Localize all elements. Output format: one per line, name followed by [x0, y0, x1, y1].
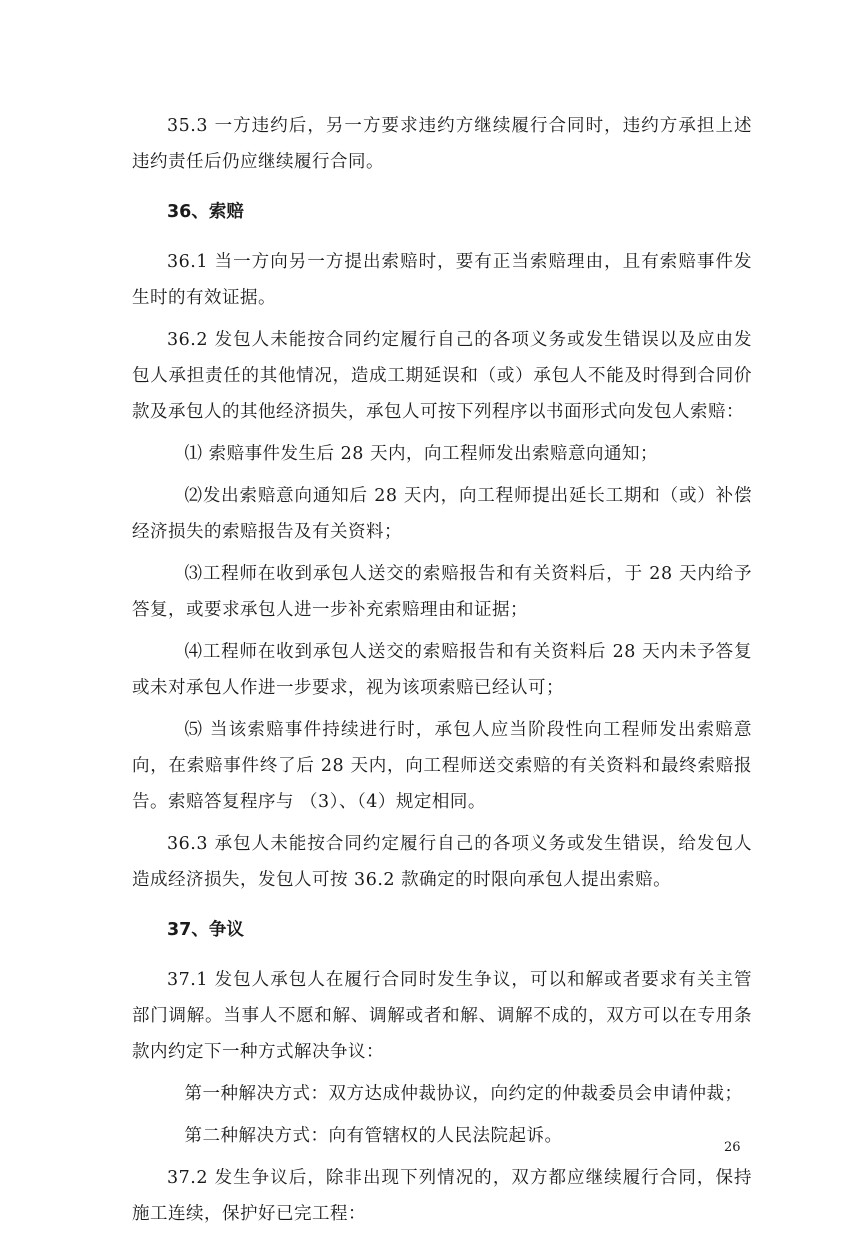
clause-36-1: 36.1 当一方向另一方提出索赔时，要有正当索赔理由，且有索赔事件发生时的有效证据。 — [132, 252, 752, 308]
clause-37-2: 37.2 发生争议后，除非出现下列情况的，双方都应继续履行合同，保持施工连续，保护好已完工程： — [132, 1168, 752, 1224]
clause-35-3: 35.3 一方违约后，另一方要求违约方继续履行合同时，违约方承担上述违约责任后仍应继续履行合同。 — [132, 116, 752, 172]
clause-36-3: 36.3 承包人未能按合同约定履行自己的各项义务或发生错误，给发包人造成经济损失，发包人可按 36.2 款确定的时限向承包人提出索赔。 — [132, 834, 752, 890]
clause-36-2-item-3: ⑶工程师在收到承包人送交的索赔报告和有关资料后，于 28 天内给予答复，或要求承包人进一步补充索赔理由和证据； — [132, 564, 752, 620]
document-body — [132, 108, 752, 1238]
clause-36-2-item-4: ⑷工程师在收到承包人送交的索赔报告和有关资料后 28 天内未予答复或未对承包人作进一步要求，视为该项索赔已经认可； — [132, 642, 752, 698]
section-heading-37: 37、争议 — [167, 920, 244, 940]
section-heading-36: 36、索赔 — [167, 202, 244, 222]
clause-37-1: 37.1 发包人承包人在履行合同时发生争议，可以和解或者要求有关主管部门调解。当事人不愿和解、调解或者和解、调解不成的，双方可以在专用条款内约定下一种方式解决争议： — [132, 970, 752, 1062]
clause-36-2-item-5: ⑸ 当该索赔事件持续进行时，承包人应当阶段性向工程师发出索赔意向，在索赔事件终了后 28 天内，向工程师送交索赔的有关资料和最终索赔报告。索赔答复程序与 （3）、（4）规定相同。 — [132, 720, 752, 812]
dispute-method-2: 第二种解决方式：向有管辖权的人民法院起诉。 — [184, 1126, 563, 1146]
page-number: 26 — [724, 1140, 741, 1155]
clause-36-2-item-2: ⑵发出索赔意向通知后 28 天内，向工程师提出延长工期和（或）补偿经济损失的索赔报告及有关资料； — [132, 486, 752, 542]
clause-36-2-item-1: ⑴ 索赔事件发生后 28 天内，向工程师发出索赔意向通知； — [184, 444, 658, 464]
clause-36-2: 36.2 发包人未能按合同约定履行自己的各项义务或发生错误以及应由发包人承担责任的其他情况，造成工期延误和（或）承包人不能及时得到合同价款及承包人的其他经济损失，承包人可按下列程序以书面形式向发包人索赔： — [132, 330, 752, 422]
dispute-method-1: 第一种解决方式：双方达成仲裁协议，向约定的仲裁委员会申请仲裁； — [184, 1084, 743, 1104]
